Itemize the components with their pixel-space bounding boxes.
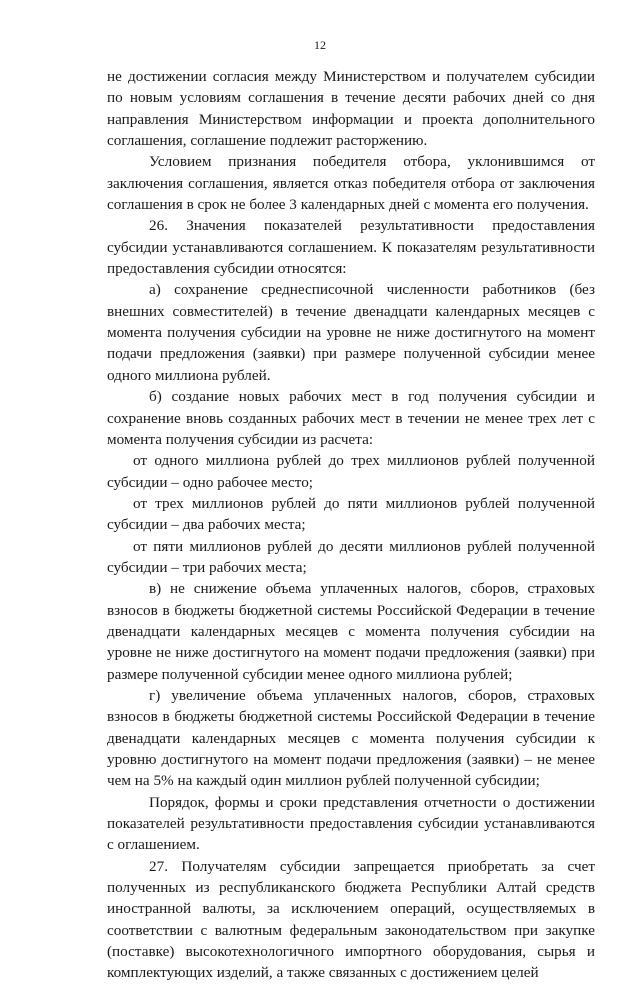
paragraph-item-v: в) не снижение объема уплаченных налогов, сборов, страховых взносов в бюджеты бюджетной системы Российской Федерации в течение двенадцати календарных месяцев с момента получения субсидии на уровне не ниже достигнутого на момент подачи предложения (заявки) при размере полученной субсидии менее одного миллиона рублей; [107, 580, 595, 683]
paragraph-item-b-tier-3: от пяти миллионов рублей до десяти миллионов рублей полученной субсидии – три рабочих места; [107, 537, 595, 576]
paragraph-section-26: 26. Значения показателей результативности предоставления субсидии устанавливаются соглашением. К показателям результативности предоставления субсидии относятся: [107, 217, 595, 278]
paragraph-refusal-condition: Условием признания победителя отбора, уклонившимся от заключения соглашения, является отказ победителя отбора от заключения соглашения в срок не более 3 календарных дней с момента его получения. [107, 153, 595, 214]
paragraph-item-g: г) увеличение объема уплаченных налогов, сборов, страховых взносов в бюджеты бюджетной системы Российской Федерации в течение двенадцати календарных месяцев с момента получения субсидии к уровню достигнутого на момент подачи предложения (заявки) – не менее чем на 5% на каждый один миллион рублей полученной субсидии; [107, 686, 595, 790]
document-body [107, 66, 595, 984]
paragraph-section-27: 27. Получателям субсидии запрещается приобретать за счет полученных из республиканского бюджета Республики Алтай средств иностранной валюты, за исключением операций, осуществляемых в соответствии с валютным федеральным законодательством при закупке (поставке) высокотехнологичного импортного оборудования, сырья и комплектующих изделий, а также связанных с достижением целей [107, 857, 595, 982]
paragraph-item-a: а) сохранение среднесписочной численности работников (без внешних совместителей) в течение двенадцати календарных месяцев с момента получения субсидии на уровне не ниже достигнутого на момент подачи предложения (заявки) при размере полученной субсидии менее одного миллиона рублей. [107, 281, 595, 384]
paragraph-item-b-tier-1: от одного миллиона рублей до трех миллионов рублей полученной субсидии – одно рабочее место; [107, 452, 595, 491]
page-number: 12 [314, 38, 326, 52]
paragraph-continuation: не достижении согласия между Министерством и получателем субсидии по новым условиям соглашения в течение десяти рабочих дней со дня направления Министерством информации и проекта дополнительного соглашения, соглашение подлежит расторжению. [107, 68, 595, 150]
paragraph-reporting: Порядок, формы и сроки представления отчетности о достижении показателей результативности предоставления субсидии устанавливаются с оглашением. [107, 793, 595, 854]
paragraph-item-b-tier-2: от трех миллионов рублей до пяти миллионов рублей полученной субсидии – два рабочих места; [107, 494, 595, 534]
paragraph-item-b: б) создание новых рабочих мест в год получения субсидии и сохранение вновь созданных рабочих мест в течении не менее трех лет с момента получения субсидии из расчета: [107, 388, 595, 448]
